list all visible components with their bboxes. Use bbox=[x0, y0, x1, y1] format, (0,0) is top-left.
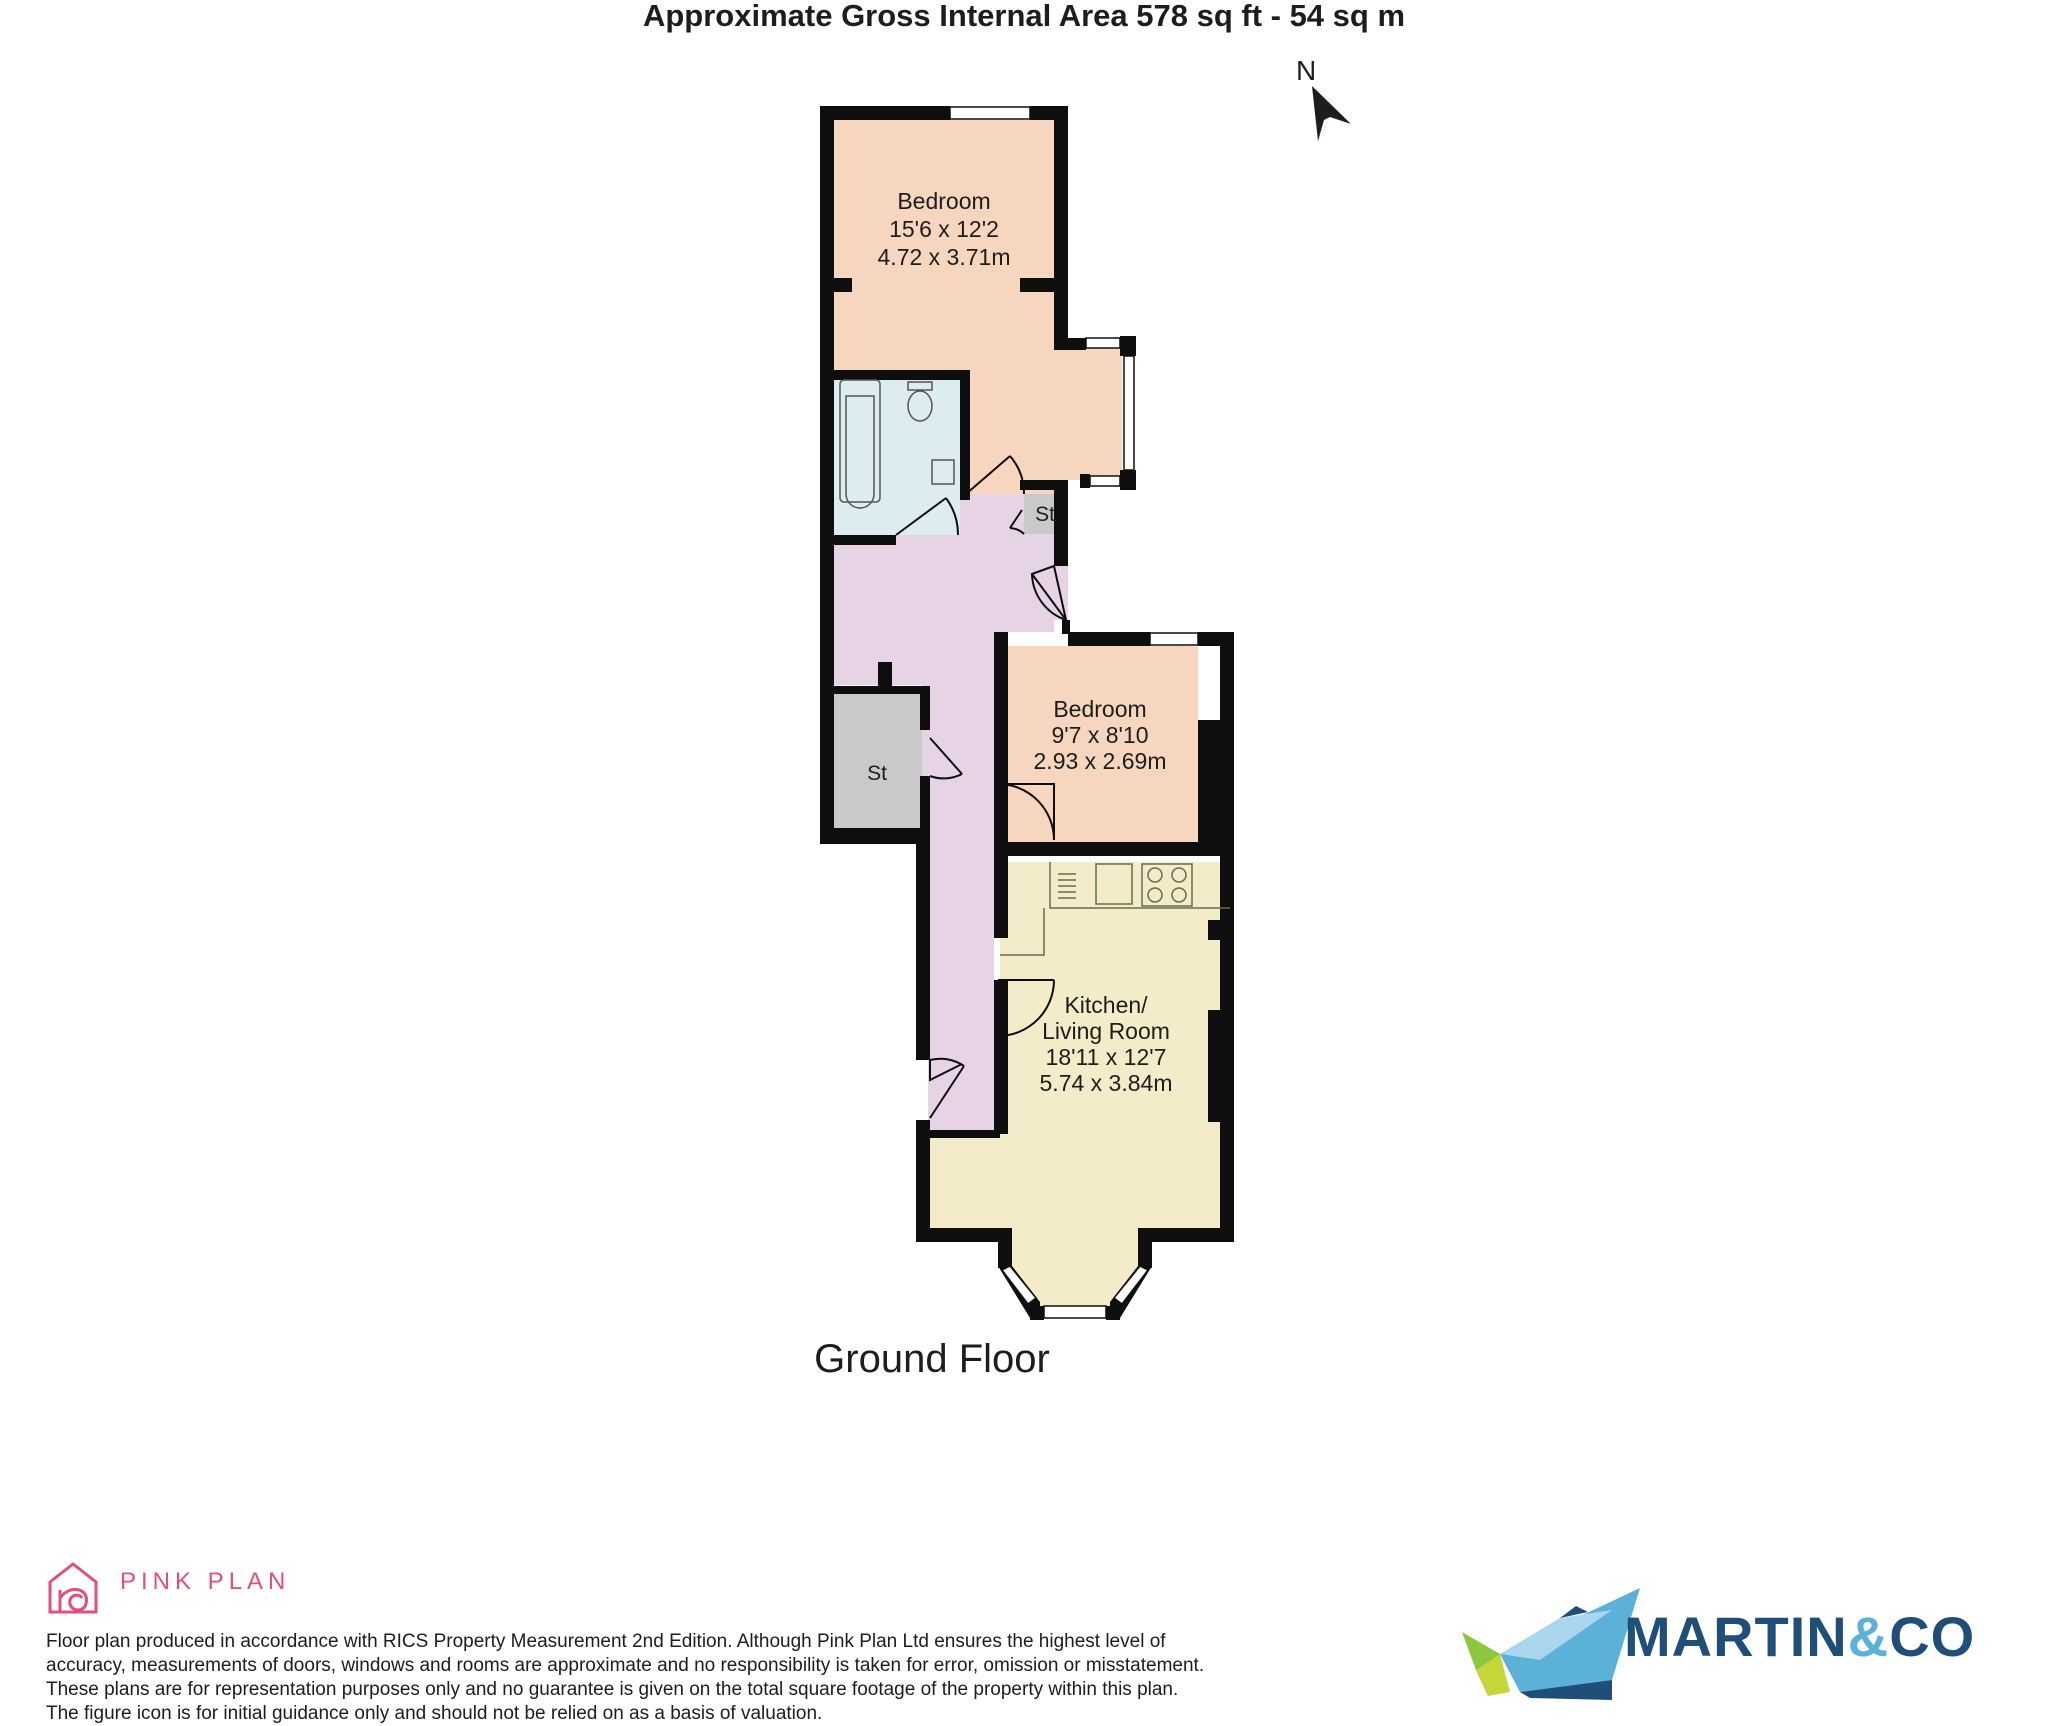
north-compass bbox=[1296, 55, 1351, 141]
bedroom-2-metric: 2.93 x 2.69m bbox=[1033, 748, 1167, 774]
kitchen-imperial: 18'11 x 12'7 bbox=[1045, 1044, 1167, 1070]
brand-name-part1: MARTIN bbox=[1624, 1605, 1848, 1668]
north-letter: N bbox=[1296, 55, 1317, 86]
window-bay-bedroom-1 bbox=[1124, 356, 1134, 470]
bedroom-1-name: Bedroom bbox=[897, 188, 991, 214]
disclaimer-text: Floor plan produced in accordance with RICS Property Measurement 2nd Edition. Although Pink Plan Ltd ensures the highest level of accuracy, measurements of doors, windows and rooms are approximate and no responsibility is taken for error, omission or misstatement. These plans are for representation purposes only and no guarantee is given on the total square footage of the property within this plan. The figure icon is for initial guidance only and should not be relied on as a basis of valuation. bbox=[46, 1631, 1205, 1724]
small-store-label: St bbox=[1035, 503, 1055, 526]
kitchen-name-line2: Living Room bbox=[1042, 1018, 1170, 1044]
agent-brand-name bbox=[1624, 1604, 1975, 1669]
window-bedroom-1 bbox=[950, 107, 1030, 119]
bedroom-2-name: Bedroom bbox=[1053, 696, 1147, 722]
kitchen-name-line1: Kitchen/ bbox=[1064, 992, 1148, 1018]
room-fills bbox=[834, 120, 1230, 1314]
brand-name-ampersand: & bbox=[1847, 1605, 1890, 1668]
kitchen-metric: 5.74 x 3.84m bbox=[1039, 1070, 1173, 1096]
martin-co-logo-icon bbox=[1462, 1588, 1640, 1700]
large-store-label: St bbox=[867, 762, 887, 785]
bedroom-1-imperial: 15'6 x 12'2 bbox=[889, 216, 999, 242]
pinkplan-brand-name: PINK PLAN bbox=[120, 1568, 291, 1595]
bedroom-1-metric: 4.72 x 3.71m bbox=[877, 244, 1011, 270]
bedroom-2-imperial: 9'7 x 8'10 bbox=[1051, 722, 1149, 748]
bathroom-area bbox=[834, 375, 960, 535]
north-arrow-icon bbox=[1312, 86, 1351, 141]
large-store-area bbox=[834, 692, 922, 828]
house-logo-icon bbox=[50, 1564, 96, 1612]
floor-label: Ground Floor bbox=[814, 1337, 1050, 1381]
window-bay-kitchen bbox=[1044, 1306, 1106, 1318]
area-title: Approximate Gross Internal Area 578 sq ft - 54 sq m bbox=[642, 0, 1406, 33]
window-bedroom-2 bbox=[1150, 633, 1198, 645]
brand-name-part2: CO bbox=[1889, 1605, 1976, 1668]
